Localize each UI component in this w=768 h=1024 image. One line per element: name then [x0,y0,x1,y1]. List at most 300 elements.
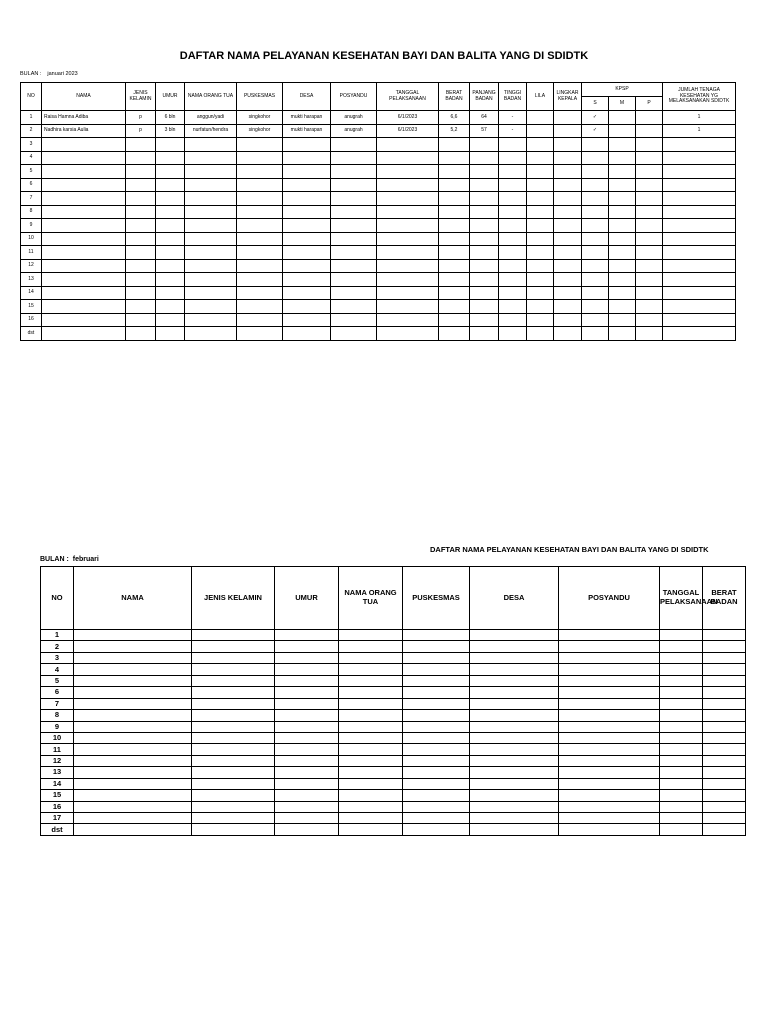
cell-desa [470,778,559,789]
cell-panjang-badan [470,246,499,260]
cell-puskesmas: singkohor [237,111,283,125]
cell-lingkar-kepala [554,313,582,327]
cell-posyandu [559,675,660,686]
cell-jenis-kelamin [126,327,156,341]
cell-kpsp-s [582,327,609,341]
cell-berat-badan [703,641,746,652]
cell-kpsp-p [636,259,663,273]
cell-puskesmas [403,652,470,663]
cell-puskesmas [237,327,283,341]
cell-tanggal [660,698,703,709]
cell-umur [156,219,185,233]
cell-nama-orang-tua [339,710,403,721]
cell-jenis-kelamin: p [126,111,156,125]
cell-panjang-badan [470,192,499,206]
header-tinggi-badan: TINGGI BADAN [499,83,527,111]
cell-posyandu [559,755,660,766]
month-label: BULAN : [40,556,69,563]
cell-jumlah-tenaga [663,138,736,152]
cell-nama [74,698,192,709]
cell-tanggal: 6/1/2023 [377,124,439,138]
header-jenis-kelamin: JENIS KELAMIN [192,567,275,630]
cell-jenis-kelamin [126,246,156,260]
cell-puskesmas [403,721,470,732]
cell-kpsp-p [636,246,663,260]
cell-lingkar-kepala [554,151,582,165]
cell-jenis-kelamin [192,675,275,686]
cell-nama-orang-tua [185,151,237,165]
cell-tanggal [660,732,703,743]
cell-no: 3 [21,138,42,152]
cell-no: 10 [21,232,42,246]
table-row [21,111,736,125]
cell-berat-badan [703,813,746,824]
cell-berat-badan [439,286,470,300]
cell-umur [275,641,339,652]
cell-lila [527,219,554,233]
cell-kpsp-s [582,232,609,246]
month-label-february [40,556,99,563]
cell-nama-orang-tua [185,246,237,260]
cell-puskesmas [237,259,283,273]
cell-jenis-kelamin [126,138,156,152]
cell-desa [470,664,559,675]
header-berat-badan: BERAT BADAN [439,83,470,111]
cell-kpsp-p [636,138,663,152]
cell-nama-orang-tua: nurfatun/hendra [185,124,237,138]
cell-nama-orang-tua [339,824,403,835]
cell-jenis-kelamin [126,286,156,300]
header-tanggal: TANGGAL PELAKSANAAN [377,83,439,111]
cell-nama [42,151,126,165]
cell-umur [275,767,339,778]
cell-tanggal [377,273,439,287]
cell-jenis-kelamin [192,732,275,743]
cell-kpsp-m [609,151,636,165]
header-nama-orang-tua: NAMA ORANG TUA [185,83,237,111]
cell-umur [275,675,339,686]
cell-umur [275,755,339,766]
cell-puskesmas [237,205,283,219]
cell-desa [283,327,331,341]
table-row [41,744,746,755]
cell-nama [42,286,126,300]
cell-tanggal [377,286,439,300]
cell-umur [156,151,185,165]
cell-berat-badan [703,744,746,755]
cell-kpsp-p [636,124,663,138]
cell-kpsp-s [582,138,609,152]
cell-jenis-kelamin [126,192,156,206]
cell-puskesmas [403,801,470,812]
month-label-january [20,71,78,77]
cell-lila [527,259,554,273]
cell-lila [527,300,554,314]
cell-kpsp-s [582,313,609,327]
cell-kpsp-m [609,246,636,260]
cell-tanggal [377,138,439,152]
cell-desa [283,151,331,165]
header-kpsp-s: S [582,97,609,111]
cell-tinggi-badan [499,327,527,341]
cell-panjang-badan [470,259,499,273]
service-table-january [20,82,736,341]
month-value: januari 2023 [47,71,78,77]
cell-tinggi-badan [499,300,527,314]
cell-no: 7 [21,192,42,206]
cell-kpsp-m [609,259,636,273]
cell-puskesmas [237,219,283,233]
cell-nama-orang-tua [339,687,403,698]
cell-panjang-badan [470,313,499,327]
table-row [21,138,736,152]
cell-kpsp-s [582,286,609,300]
header-no: NO [21,83,42,111]
cell-posyandu [331,138,377,152]
cell-lila [527,246,554,260]
cell-kpsp-p [636,286,663,300]
cell-berat-badan [703,675,746,686]
table-row [21,273,736,287]
cell-kpsp-p [636,300,663,314]
cell-puskesmas: singkohor [237,124,283,138]
cell-nama [42,205,126,219]
header-nama-orang-tua: NAMA ORANG TUA [339,567,403,630]
cell-tanggal [660,710,703,721]
cell-umur [156,246,185,260]
cell-nama [74,824,192,835]
cell-umur: 6 bln [156,111,185,125]
cell-nama [42,178,126,192]
cell-berat-badan [439,232,470,246]
table-row [41,664,746,675]
cell-lila [527,232,554,246]
cell-tinggi-badan: - [499,111,527,125]
table-row [41,687,746,698]
header-nama: NAMA [74,567,192,630]
cell-kpsp-m [609,286,636,300]
cell-desa [470,824,559,835]
cell-berat-badan [439,192,470,206]
cell-posyandu [331,178,377,192]
cell-posyandu [331,192,377,206]
cell-posyandu [559,641,660,652]
cell-nama-orang-tua [339,767,403,778]
cell-posyandu [331,219,377,233]
cell-jumlah-tenaga [663,313,736,327]
cell-tanggal [377,246,439,260]
cell-nama-orang-tua [339,664,403,675]
cell-tinggi-badan [499,286,527,300]
cell-no: 9 [21,219,42,233]
cell-tinggi-badan [499,246,527,260]
cell-kpsp-p [636,232,663,246]
cell-umur [275,652,339,663]
cell-kpsp-m [609,165,636,179]
cell-berat-badan [439,165,470,179]
cell-puskesmas [237,300,283,314]
cell-nama: Nadhira karsia Aulia [42,124,126,138]
cell-posyandu [559,721,660,732]
cell-umur [275,778,339,789]
cell-kpsp-p [636,151,663,165]
cell-jenis-kelamin [126,205,156,219]
cell-kpsp-p [636,178,663,192]
cell-jenis-kelamin [126,313,156,327]
cell-nama-orang-tua [339,801,403,812]
cell-nama-orang-tua [339,778,403,789]
cell-berat-badan [439,178,470,192]
cell-panjang-badan [470,165,499,179]
cell-kpsp-p [636,205,663,219]
cell-umur [156,300,185,314]
cell-nama [74,744,192,755]
cell-panjang-badan [470,178,499,192]
cell-no: 11 [41,744,74,755]
cell-nama [42,246,126,260]
service-table-february [40,566,746,836]
cell-berat-badan [703,698,746,709]
cell-berat-badan [439,327,470,341]
cell-umur [156,232,185,246]
cell-jumlah-tenaga [663,178,736,192]
cell-jumlah-tenaga [663,205,736,219]
cell-lila [527,111,554,125]
cell-jenis-kelamin [126,219,156,233]
cell-jenis-kelamin [192,721,275,732]
table-row [41,652,746,663]
cell-lila [527,192,554,206]
cell-tinggi-badan [499,232,527,246]
header-kpsp-m: M [609,97,636,111]
cell-posyandu [331,273,377,287]
cell-kpsp-s [582,192,609,206]
cell-berat-badan: 6,6 [439,111,470,125]
cell-no: 5 [21,165,42,179]
cell-posyandu [331,259,377,273]
cell-kpsp-m [609,138,636,152]
cell-desa [470,767,559,778]
cell-berat-badan [703,767,746,778]
cell-berat-badan [439,219,470,233]
cell-jenis-kelamin [192,767,275,778]
header-jenis-kelamin: JENIS KELAMIN [126,83,156,111]
table-row [41,732,746,743]
cell-jenis-kelamin [192,698,275,709]
cell-panjang-badan [470,138,499,152]
cell-no: dst [21,327,42,341]
cell-nama-orang-tua [339,813,403,824]
cell-berat-badan [703,801,746,812]
cell-jenis-kelamin [192,778,275,789]
cell-berat-badan [703,710,746,721]
cell-nama-orang-tua [185,300,237,314]
cell-kpsp-s [582,300,609,314]
cell-tinggi-badan [499,259,527,273]
cell-tanggal [660,813,703,824]
cell-tanggal [377,178,439,192]
cell-puskesmas [237,165,283,179]
cell-desa [470,641,559,652]
cell-nama-orang-tua [185,273,237,287]
cell-jenis-kelamin [192,744,275,755]
cell-lila [527,124,554,138]
cell-tinggi-badan [499,192,527,206]
cell-posyandu [331,286,377,300]
cell-no: 13 [21,273,42,287]
cell-kpsp-m [609,219,636,233]
cell-desa [470,721,559,732]
cell-desa [470,813,559,824]
cell-nama: Raisa Hamna Adiba [42,111,126,125]
cell-berat-badan: 5,2 [439,124,470,138]
header-umur: UMUR [156,83,185,111]
cell-jenis-kelamin [192,755,275,766]
cell-lingkar-kepala [554,205,582,219]
cell-posyandu [559,652,660,663]
table-row [21,327,736,341]
cell-nama [74,675,192,686]
cell-jumlah-tenaga [663,300,736,314]
page-title-january: DAFTAR NAMA PELAYANAN KESEHATAN BAYI DAN BALITA YANG DI SDIDTK [179,50,589,62]
cell-puskesmas [403,630,470,641]
cell-nama-orang-tua [339,732,403,743]
cell-umur [275,790,339,801]
cell-jumlah-tenaga [663,219,736,233]
cell-nama-orang-tua [339,675,403,686]
cell-desa [283,138,331,152]
cell-nama-orang-tua: anggun/yadi [185,111,237,125]
month-label: BULAN : [20,71,42,77]
cell-nama-orang-tua [185,327,237,341]
cell-tinggi-badan: - [499,124,527,138]
cell-nama [42,313,126,327]
cell-no: 5 [41,675,74,686]
table-row [21,124,736,138]
cell-kpsp-s [582,151,609,165]
cell-desa [283,273,331,287]
cell-tanggal [660,675,703,686]
cell-jenis-kelamin [192,813,275,824]
cell-kpsp-m [609,313,636,327]
cell-umur [156,286,185,300]
header-jumlah-tenaga: JUMLAH TENAGA KESEHATAN YG MELAKSANAKAN SDIDTK [663,83,736,111]
table-row [41,755,746,766]
cell-nama [74,755,192,766]
cell-desa [283,259,331,273]
cell-puskesmas [237,313,283,327]
cell-lingkar-kepala [554,165,582,179]
cell-desa [283,219,331,233]
table-row [21,178,736,192]
cell-tanggal [660,801,703,812]
cell-jumlah-tenaga [663,151,736,165]
cell-puskesmas [237,178,283,192]
cell-desa [283,286,331,300]
table-row [41,778,746,789]
cell-nama [42,192,126,206]
cell-nama [74,664,192,675]
cell-jenis-kelamin [126,151,156,165]
cell-desa [470,710,559,721]
cell-berat-badan [439,138,470,152]
table-row [41,801,746,812]
cell-desa [470,801,559,812]
table-row [21,246,736,260]
cell-no: 16 [41,801,74,812]
cell-tinggi-badan [499,151,527,165]
table-row [21,286,736,300]
table-row [41,675,746,686]
table-row [41,790,746,801]
cell-jenis-kelamin [192,710,275,721]
cell-posyandu [559,744,660,755]
cell-lila [527,273,554,287]
cell-umur [156,259,185,273]
cell-kpsp-m [609,232,636,246]
cell-posyandu [331,151,377,165]
cell-desa [283,205,331,219]
cell-posyandu [331,300,377,314]
cell-nama [74,778,192,789]
cell-umur [275,664,339,675]
cell-jenis-kelamin [192,641,275,652]
cell-panjang-badan [470,273,499,287]
cell-desa [283,313,331,327]
cell-no: 14 [21,286,42,300]
header-berat-badan: BERAT BADAN [703,567,746,630]
header-lila: LILA [527,83,554,111]
cell-posyandu [559,630,660,641]
cell-kpsp-p [636,165,663,179]
cell-tanggal [660,778,703,789]
cell-tanggal [660,630,703,641]
cell-tanggal [660,755,703,766]
cell-tinggi-badan [499,178,527,192]
cell-puskesmas [237,273,283,287]
cell-lingkar-kepala [554,124,582,138]
cell-nama-orang-tua [185,178,237,192]
cell-tinggi-badan [499,219,527,233]
cell-kpsp-p [636,313,663,327]
table-row [41,710,746,721]
cell-jumlah-tenaga [663,327,736,341]
cell-nama-orang-tua [339,652,403,663]
cell-tanggal [660,664,703,675]
cell-nama [74,801,192,812]
table-row [21,192,736,206]
cell-umur [156,138,185,152]
cell-umur [275,698,339,709]
cell-lingkar-kepala [554,259,582,273]
cell-kpsp-m [609,124,636,138]
cell-tinggi-badan [499,165,527,179]
cell-lingkar-kepala [554,219,582,233]
cell-jenis-kelamin [192,824,275,835]
cell-umur [275,813,339,824]
cell-panjang-badan [470,232,499,246]
cell-lingkar-kepala [554,286,582,300]
cell-kpsp-m [609,327,636,341]
header-desa: DESA [283,83,331,111]
cell-no: 6 [21,178,42,192]
cell-nama [42,327,126,341]
cell-tinggi-badan [499,138,527,152]
page-title-february: DAFTAR NAMA PELAYANAN KESEHATAN BAYI DAN BALITA YANG DI SDIDTK [430,545,709,554]
cell-posyandu [559,778,660,789]
cell-posyandu [559,767,660,778]
cell-desa: mukti harapan [283,111,331,125]
